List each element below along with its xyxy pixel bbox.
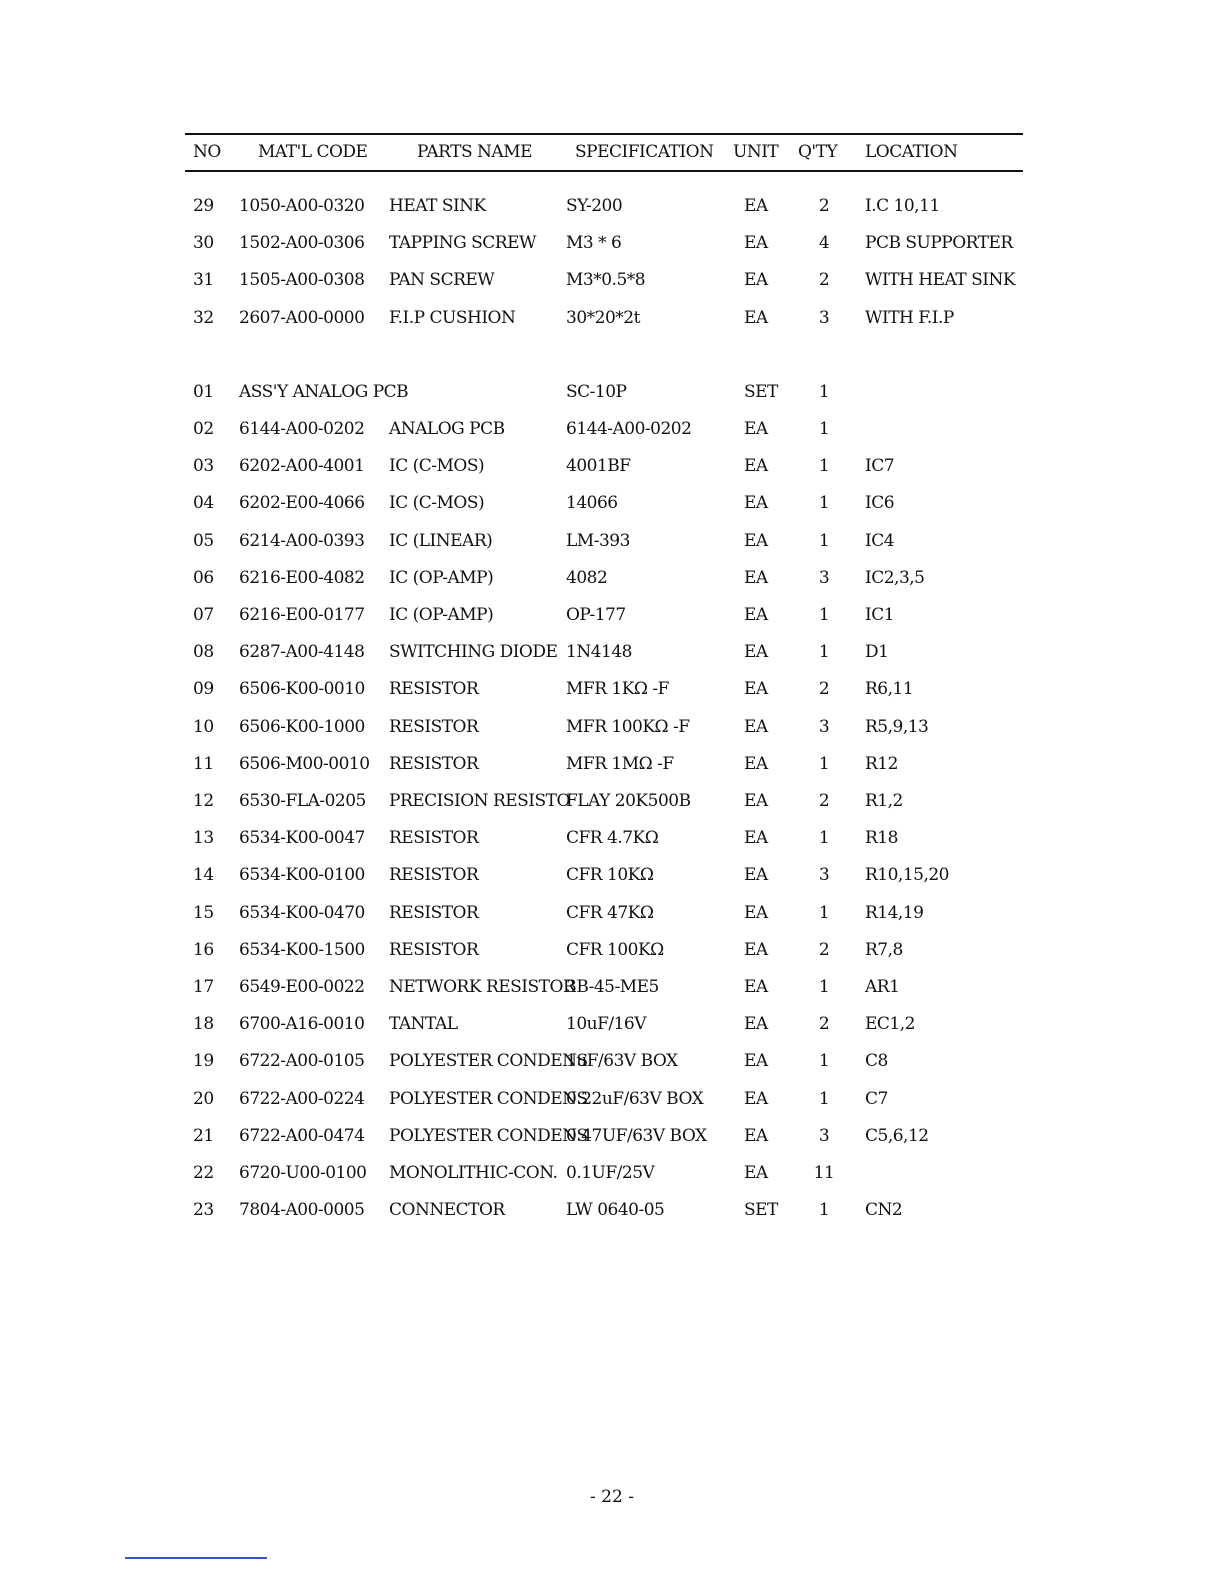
cell-unit: EA xyxy=(744,1163,768,1183)
cell-specification: LW 0640-05 xyxy=(566,1200,665,1221)
cell-parts-name: IC (C-MOS) xyxy=(389,456,485,477)
cell-specification: OP-177 xyxy=(566,605,626,625)
cell-no: 10 xyxy=(193,716,214,737)
cell-parts-name: PAN SCREW xyxy=(389,270,495,291)
cell-parts-name: MONOLITHIC-CON. xyxy=(389,1163,558,1183)
cell-parts-name: ANALOG PCB xyxy=(389,419,505,439)
cell-no: 15 xyxy=(193,902,214,923)
cell-quantity: 1 xyxy=(818,1088,830,1109)
table-row xyxy=(0,865,1224,889)
cell-no: 07 xyxy=(193,605,214,625)
cell-unit: EA xyxy=(744,233,768,254)
cell-quantity: 1 xyxy=(818,419,830,439)
cell-quantity: 1 xyxy=(818,1051,830,1072)
cell-material-code: 6534-K00-0100 xyxy=(239,865,365,886)
cell-quantity: 3 xyxy=(818,716,830,737)
table-row xyxy=(0,456,1224,480)
table-row xyxy=(0,642,1224,666)
cell-specification: 6144-A00-0202 xyxy=(566,419,692,439)
cell-parts-name: PRECISION RESISTO xyxy=(389,791,570,811)
cell-quantity: 1 xyxy=(818,456,830,477)
table-row xyxy=(0,196,1224,220)
cell-specification: CFR 100KΩ xyxy=(566,939,664,960)
header-location: LOCATION xyxy=(865,142,958,162)
cell-quantity: 3 xyxy=(818,865,830,886)
cell-specification: CFR 4.7KΩ xyxy=(566,828,659,849)
cell-parts-name: IC (OP-AMP) xyxy=(389,605,494,625)
cell-specification: 1N4148 xyxy=(566,642,632,663)
cell-material-code: 6530-FLA-0205 xyxy=(239,791,366,811)
cell-quantity: 1 xyxy=(818,493,830,514)
cell-specification: 10uF/16V xyxy=(566,1014,647,1035)
header-quantity: Q'TY xyxy=(798,142,838,162)
cell-location: R5,9,13 xyxy=(865,716,929,737)
cell-location: CN2 xyxy=(865,1200,903,1221)
cell-no: 19 xyxy=(193,1051,214,1072)
cell-specification: 0.1UF/25V xyxy=(566,1163,655,1183)
cell-parts-name: POLYESTER CONDENS xyxy=(389,1125,588,1146)
table-row xyxy=(0,679,1224,703)
cell-no: 03 xyxy=(193,456,214,477)
table-header-rule xyxy=(185,170,1023,172)
cell-material-code: 6506-K00-0010 xyxy=(239,679,365,700)
cell-parts-name: SWITCHING DIODE xyxy=(389,642,558,663)
cell-quantity: 1 xyxy=(818,977,830,997)
cell-parts-name: RESISTOR xyxy=(389,939,479,960)
cell-unit: EA xyxy=(744,530,768,551)
cell-no: 22 xyxy=(193,1163,214,1183)
cell-specification: MFR 1MΩ -F xyxy=(566,753,674,774)
table-row xyxy=(0,1126,1224,1150)
cell-location: WITH HEAT SINK xyxy=(865,270,1016,291)
cell-parts-name: RESISTOR xyxy=(389,865,479,886)
cell-specification: 3B-45-ME5 xyxy=(566,977,659,997)
cell-specification: 4082 xyxy=(566,567,608,588)
cell-material-code: 6506-K00-1000 xyxy=(239,716,365,737)
cell-location: C8 xyxy=(865,1051,888,1072)
cell-quantity: 2 xyxy=(818,679,830,700)
cell-location: IC4 xyxy=(865,530,895,551)
cell-quantity: 1 xyxy=(818,753,830,774)
cell-material-code: 6534-K00-0047 xyxy=(239,828,365,849)
cell-specification: M3*0.5*8 xyxy=(566,270,646,291)
cell-unit: EA xyxy=(744,307,768,328)
header-no: NO xyxy=(193,142,221,162)
link-underline xyxy=(125,1557,267,1559)
cell-no: 31 xyxy=(193,270,214,291)
cell-material-code: 1050-A00-0320 xyxy=(239,196,365,216)
cell-no: 13 xyxy=(193,828,214,849)
cell-no: 02 xyxy=(193,419,214,439)
page-number: - 22 - xyxy=(590,1487,634,1507)
cell-material-code: 6534-K00-1500 xyxy=(239,939,365,960)
cell-material-code: 6534-K00-0470 xyxy=(239,902,365,923)
cell-specification: SY-200 xyxy=(566,196,623,216)
cell-quantity: 1 xyxy=(818,1200,830,1221)
table-row xyxy=(0,568,1224,592)
cell-material-code: 6287-A00-4148 xyxy=(239,642,365,663)
cell-unit: EA xyxy=(744,196,768,216)
cell-unit: EA xyxy=(744,270,768,291)
table-row xyxy=(0,1200,1224,1224)
cell-material-code: 6720-U00-0100 xyxy=(239,1163,367,1183)
cell-location: R18 xyxy=(865,828,898,849)
cell-location: C5,6,12 xyxy=(865,1125,929,1146)
cell-quantity: 2 xyxy=(818,1014,830,1035)
cell-specification: 0.22uF/63V BOX xyxy=(566,1088,704,1109)
cell-location: IC2,3,5 xyxy=(865,567,925,588)
cell-no: 21 xyxy=(193,1125,214,1146)
cell-location: IC1 xyxy=(865,605,895,625)
cell-parts-name: IC (OP-AMP) xyxy=(389,567,494,588)
cell-no: 30 xyxy=(193,233,214,254)
cell-unit: EA xyxy=(744,716,768,737)
cell-unit: EA xyxy=(744,1051,768,1072)
cell-quantity: 1 xyxy=(818,642,830,663)
cell-unit: EA xyxy=(744,419,768,439)
cell-quantity: 1 xyxy=(818,605,830,625)
table-row xyxy=(0,1014,1224,1038)
cell-parts-name: RESISTOR xyxy=(389,716,479,737)
cell-location: R14,19 xyxy=(865,902,924,923)
table-header xyxy=(0,142,1224,164)
cell-unit: EA xyxy=(744,939,768,960)
cell-parts-name: TAPPING SCREW xyxy=(389,233,536,254)
cell-specification: MFR 100KΩ -F xyxy=(566,716,690,737)
header-parts-name: PARTS NAME xyxy=(417,142,533,162)
cell-parts-name: RESISTOR xyxy=(389,679,479,700)
assembly-title: ASS'Y ANALOG PCB xyxy=(239,382,409,402)
cell-no: 32 xyxy=(193,307,214,328)
cell-location: IC6 xyxy=(865,493,895,514)
cell-parts-name: TANTAL xyxy=(389,1014,458,1035)
cell-material-code: 6700-A16-0010 xyxy=(239,1014,365,1035)
table-row xyxy=(0,531,1224,555)
cell-location: WITH F.I.P xyxy=(865,307,954,328)
cell-quantity: 1 xyxy=(818,902,830,923)
cell-specification: CFR 10KΩ xyxy=(566,865,654,886)
cell-location: AR1 xyxy=(865,977,900,997)
cell-material-code: 6506-M00-0010 xyxy=(239,753,370,774)
cell-location: IC7 xyxy=(865,456,895,477)
cell-material-code: 6722-A00-0224 xyxy=(239,1088,365,1109)
cell-no: 11 xyxy=(193,753,214,774)
cell-unit: EA xyxy=(744,456,768,477)
cell-no: 08 xyxy=(193,642,214,663)
cell-material-code: 6144-A00-0202 xyxy=(239,419,365,439)
cell-specification: MFR 1KΩ -F xyxy=(566,679,669,700)
cell-specification: SC-10P xyxy=(566,382,627,402)
cell-parts-name: POLYESTER CONDENS xyxy=(389,1051,588,1072)
cell-parts-name: RESISTOR xyxy=(389,902,479,923)
cell-location: EC1,2 xyxy=(865,1014,915,1035)
cell-specification: M3 * 6 xyxy=(566,233,622,254)
cell-unit: EA xyxy=(744,1088,768,1109)
cell-material-code: 2607-A00-0000 xyxy=(239,307,365,328)
cell-no: 20 xyxy=(193,1088,214,1109)
cell-no: 16 xyxy=(193,939,214,960)
table-row xyxy=(0,419,1224,443)
cell-unit: SET xyxy=(744,1200,778,1221)
cell-location: I.C 10,11 xyxy=(865,196,940,216)
cell-no: 29 xyxy=(193,196,214,216)
cell-unit: EA xyxy=(744,828,768,849)
cell-quantity: 3 xyxy=(818,307,830,328)
cell-quantity: 2 xyxy=(818,791,830,811)
cell-quantity: 2 xyxy=(818,939,830,960)
table-row xyxy=(0,382,1224,406)
table-row xyxy=(0,903,1224,927)
cell-quantity: 2 xyxy=(818,270,830,291)
table-row xyxy=(0,233,1224,257)
cell-specification: FLAY 20K500B xyxy=(566,791,691,811)
table-row xyxy=(0,791,1224,815)
cell-unit: EA xyxy=(744,791,768,811)
cell-material-code: 6722-A00-0105 xyxy=(239,1051,365,1072)
cell-material-code: 1505-A00-0308 xyxy=(239,270,365,291)
cell-quantity: 3 xyxy=(818,567,830,588)
table-row xyxy=(0,1089,1224,1113)
cell-no: 17 xyxy=(193,977,214,997)
cell-no: 05 xyxy=(193,530,214,551)
cell-parts-name: POLYESTER CONDENS xyxy=(389,1088,588,1109)
cell-no: 04 xyxy=(193,493,214,514)
table-row xyxy=(0,605,1224,629)
cell-parts-name: IC (LINEAR) xyxy=(389,530,493,551)
cell-parts-name: CONNECTOR xyxy=(389,1200,505,1221)
cell-location: R7,8 xyxy=(865,939,903,960)
cell-specification: LM-393 xyxy=(566,530,630,551)
cell-quantity: 3 xyxy=(818,1125,830,1146)
cell-unit: EA xyxy=(744,977,768,997)
cell-specification: CFR 47KΩ xyxy=(566,902,654,923)
cell-unit: EA xyxy=(744,605,768,625)
cell-no: 09 xyxy=(193,679,214,700)
cell-parts-name: RESISTOR xyxy=(389,753,479,774)
cell-parts-name: RESISTOR xyxy=(389,828,479,849)
cell-quantity: 1 xyxy=(818,828,830,849)
cell-material-code: 6202-A00-4001 xyxy=(239,456,365,477)
table-row xyxy=(0,1163,1224,1187)
table-row xyxy=(0,1051,1224,1075)
cell-material-code: 6722-A00-0474 xyxy=(239,1125,365,1146)
cell-location: D1 xyxy=(865,642,889,663)
table-top-rule xyxy=(185,133,1023,135)
cell-unit: EA xyxy=(744,493,768,514)
cell-material-code: 1502-A00-0306 xyxy=(239,233,365,254)
cell-location: C7 xyxy=(865,1088,888,1109)
table-row xyxy=(0,828,1224,852)
cell-parts-name: F.I.P CUSHION xyxy=(389,307,516,328)
cell-specification: 14066 xyxy=(566,493,618,514)
cell-material-code: 6214-A00-0393 xyxy=(239,530,365,551)
cell-location: R6,11 xyxy=(865,679,914,700)
cell-unit: EA xyxy=(744,1014,768,1035)
cell-unit: EA xyxy=(744,679,768,700)
cell-no: 06 xyxy=(193,567,214,588)
cell-unit: EA xyxy=(744,1125,768,1146)
table-row xyxy=(0,754,1224,778)
cell-location: R12 xyxy=(865,753,898,774)
cell-material-code: 6216-E00-4082 xyxy=(239,567,365,588)
cell-unit: EA xyxy=(744,902,768,923)
cell-material-code: 6202-E00-4066 xyxy=(239,493,365,514)
cell-quantity: 4 xyxy=(818,233,830,254)
table-row xyxy=(0,977,1224,1001)
cell-quantity: 11 xyxy=(813,1163,835,1183)
cell-no: 01 xyxy=(193,382,214,402)
table-row xyxy=(0,270,1224,294)
cell-unit: SET xyxy=(744,382,778,402)
header-specification: SPECIFICATION xyxy=(575,142,714,162)
cell-parts-name: IC (C-MOS) xyxy=(389,493,485,514)
header-material-code: MAT'L CODE xyxy=(258,142,368,162)
cell-location: R10,15,20 xyxy=(865,865,950,886)
cell-parts-name: NETWORK RESISTOR xyxy=(389,977,576,997)
cell-location: R1,2 xyxy=(865,791,903,811)
table-row xyxy=(0,717,1224,741)
cell-no: 12 xyxy=(193,791,214,811)
cell-specification: 0.47UF/63V BOX xyxy=(566,1125,707,1146)
cell-unit: EA xyxy=(744,642,768,663)
cell-unit: EA xyxy=(744,753,768,774)
cell-material-code: 6216-E00-0177 xyxy=(239,605,365,625)
cell-unit: EA xyxy=(744,865,768,886)
cell-no: 18 xyxy=(193,1014,214,1035)
table-row xyxy=(0,308,1224,332)
cell-quantity: 2 xyxy=(818,196,830,216)
header-unit: UNIT xyxy=(733,142,779,162)
cell-location: PCB SUPPORTER xyxy=(865,233,1013,254)
table-row xyxy=(0,940,1224,964)
cell-quantity: 1 xyxy=(818,530,830,551)
cell-unit: EA xyxy=(744,567,768,588)
cell-quantity: 1 xyxy=(818,382,830,402)
cell-specification: 1uF/63V BOX xyxy=(566,1051,678,1072)
table-row xyxy=(0,493,1224,517)
cell-specification: 4001BF xyxy=(566,456,631,477)
cell-no: 14 xyxy=(193,865,214,886)
cell-material-code: 7804-A00-0005 xyxy=(239,1200,365,1221)
cell-no: 23 xyxy=(193,1200,214,1221)
cell-specification: 30*20*2t xyxy=(566,307,640,328)
cell-parts-name: HEAT SINK xyxy=(389,196,486,216)
cell-material-code: 6549-E00-0022 xyxy=(239,977,365,997)
